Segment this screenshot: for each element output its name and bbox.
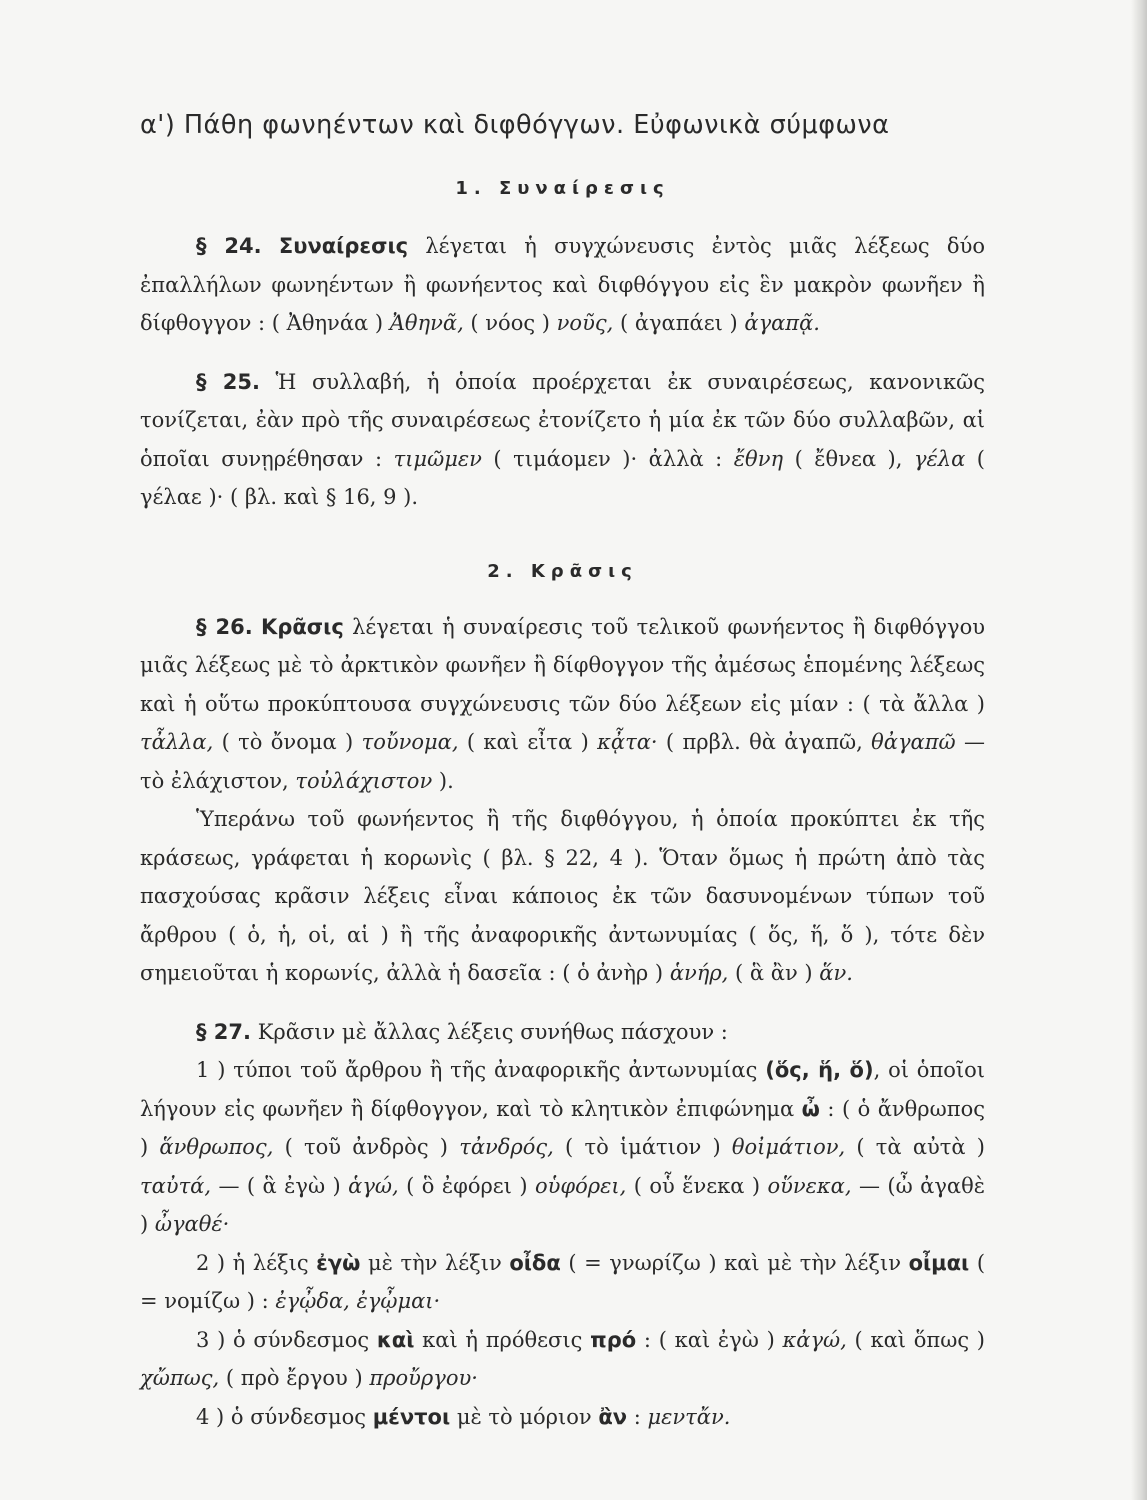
paragraph-text: 1 ) τύποι τοῦ ἄρθρου ἢ τῆς ἀναφορικῆς ἀντωνυμίας (196, 1058, 766, 1082)
paragraph-number: § 26. (196, 614, 253, 639)
example-word: ἀγαπᾷ. (744, 311, 820, 335)
page-content (140, 110, 985, 1436)
paragraph-text: ( πρὸ ἔργου ) (219, 1366, 370, 1390)
paragraph-text: , οἱ ὁποῖοι λήγουν εἰς φωνῆεν ἢ δίφθογγον, καὶ τὸ κλητικὸν ἐπιφώνημα (140, 1058, 986, 1121)
bold-term: (ὅς, ἥ, ὅ) (765, 1058, 874, 1082)
bold-term: ἐγὼ (316, 1250, 361, 1275)
example-word: νοῦς, (556, 311, 614, 335)
paragraph-27-item-4 (140, 1398, 985, 1437)
paragraph-text: 2 ) ἡ λέξις (196, 1250, 317, 1275)
paragraph-text: ). (432, 768, 454, 793)
paragraph-number: § 27. (196, 1019, 252, 1044)
term-krasis: Κρᾶσις (261, 614, 344, 639)
paragraph-27-item-3 (140, 1321, 985, 1398)
paragraph-text: ( = νομίζω ) : (140, 1250, 986, 1313)
example-word: ἁγώ, (348, 1173, 399, 1198)
bold-term: οἶμαι (908, 1250, 970, 1275)
paragraph-text: ( = γνωρίζω ) καὶ μὲ τὴν λέξιν (560, 1250, 909, 1275)
bold-term: μέντοι (372, 1404, 451, 1429)
example-word: ἁνήρ, (669, 961, 729, 985)
term-synairesis: Συναίρεσις (278, 234, 409, 258)
bold-term: ὦ (801, 1096, 820, 1121)
example-word: μεντἄν. (647, 1404, 731, 1429)
paragraph-text: καὶ ἡ πρόθεσις (414, 1327, 591, 1352)
example-word: οὑφόρει, (534, 1173, 627, 1198)
example-word: τἆλλα, (140, 730, 214, 754)
paragraph-text: μὲ τὴν λέξιν (360, 1250, 510, 1275)
paragraph-27-item-1 (140, 1051, 985, 1244)
paragraph-text: — (ὦ ἀγαθὲ ) (140, 1173, 985, 1236)
paragraph-text: Ἡ συλλαβή, ἡ ὁποία προέρχεται ἐκ συναιρέσεως, κανονικῶς τονίζεται, ἐὰν πρὸ τῆς συναιρέσεως ἐτονίζετο ἡ μία ἐκ τῶν δύο συλλαβῶν, αἱ ὁποῖαι συνῃρέθησαν : (140, 369, 985, 471)
bold-term: πρό (590, 1327, 637, 1352)
paragraph-25 (140, 363, 985, 517)
paragraph-text: ( οὗ ἕνεκα ) (626, 1173, 768, 1198)
example-word: κἀγώ, (782, 1327, 847, 1352)
paragraph-text: λέγεται ἡ συναίρεσις τοῦ τελικοῦ φωνήεντος ἢ διφθόγγου μιᾶς λέξεως μὲ τὸ ἀρκτικὸν φωνῆεν ἢ δίφθογγον τῆς ἀμέσως ἑπομένης λέξεως καὶ ἡ οὕτω προκύπτουσα συγχώνευσις τῶν δύο λέξεων εἰς μίαν : ( τὰ ἄλλα ) (140, 614, 985, 716)
paragraph-number: § 24. (196, 234, 262, 258)
paragraph-text: ( τὸ ἱμάτιον ) (553, 1135, 732, 1159)
paragraph-text: ( καὶ εἶτα ) (458, 730, 598, 754)
paragraph-text: ( ἃ ἂν ) (728, 961, 820, 985)
paragraph-text: : (627, 1404, 648, 1429)
paragraph-text: ( ἔθνεα ), (783, 446, 914, 471)
example-word: γέλα (913, 446, 966, 471)
paragraph-text: ( τὸ ὄνομα ) (213, 730, 362, 754)
example-word: ταὐτά, (140, 1173, 212, 1198)
paragraph-27-item-2 (140, 1244, 985, 1321)
paragraph-26-koronis (140, 800, 985, 993)
section-title: α') Πάθη φωνηέντων καὶ διφθόγγων. Εὐφωνικὰ σύμφωνα (140, 110, 890, 140)
example-word: χὤπως, (140, 1366, 220, 1390)
paragraph-text: ( νόος ) (463, 311, 557, 335)
subheading-synairesis: 1. Συναίρεσις (455, 178, 670, 199)
paragraph-text: : ( καὶ ἐγὼ ) (636, 1327, 783, 1352)
example-word: ἐγᾦδα, ἐγᾦμαι· (275, 1289, 441, 1313)
paragraph-text: 4 ) ὁ σύνδεσμος (196, 1404, 373, 1429)
paragraph-27 (140, 1013, 985, 1052)
paragraph-text: 3 ) ὁ σύνδεσμος (196, 1327, 377, 1352)
paragraph-text: ( τιμάομεν )· ἀλλὰ : (481, 446, 734, 471)
example-word: ἅνθρωπος, (159, 1135, 274, 1159)
example-word: θἀγαπῶ (871, 730, 956, 754)
example-word: Ἀθηνᾶ, (389, 311, 464, 335)
paragraph-text: — ( ἃ ἐγὼ ) (211, 1173, 349, 1198)
paragraph-text: ( πρβλ. θὰ ἀγαπῶ, (657, 730, 872, 754)
example-word: τοὐλάχιστον (295, 768, 433, 793)
paragraph-text: ( τοῦ ἀνδρὸς ) (273, 1135, 460, 1159)
example-word: ἅν. (819, 961, 853, 985)
example-word: τοὔνομα, (361, 730, 459, 754)
paragraph-number: § 25. (196, 369, 260, 394)
paragraph-text: — τὸ ἐλάχιστον, (140, 730, 985, 793)
example-word: κᾆτα· (597, 730, 658, 754)
example-word: προὔργου· (369, 1366, 478, 1390)
paragraph-text: Ὑπεράνω τοῦ φωνήεντος ἢ τῆς διφθόγγου, ἡ ὁποία προκύπτει ἐκ τῆς κράσεως, γράφεται ἡ κορωνὶς ( βλ. § 22, 4 ). Ὅταν ὅμως ἡ πρώτη ἀπὸ τὰς πασχούσας κρᾶσιν λέξεις εἶναι κάποιος ἐκ τῶν δασυνομένων τύπων τοῦ ἄρθρου ( ὁ, ἡ, οἱ, αἱ ) ἢ τῆς ἀναφορικῆς ἀντωνυμίας ( ὅς, ἥ, ὅ ), τότε δὲν σημειοῦται ἡ κορωνίς, ἀλλὰ ἡ δασεῖα : ( ὁ ἀνὴρ ) (140, 807, 985, 985)
paragraph-text: ( ἀγαπάει ) (613, 311, 745, 335)
bold-term: καὶ (376, 1327, 415, 1352)
paragraph-text: λέγεται ἡ συγχώνευσις ἐντὸς μιᾶς λέξεως δύο ἐπαλλήλων φωνηέντων ἢ φωνήεντος καὶ διφθόγγου εἰς ἓν μακρὸν φωνῆεν ἢ δίφθογγον : ( Ἀθηνάα ) (140, 234, 985, 335)
paragraph-text: ( ὃ ἐφόρει ) (398, 1173, 535, 1198)
subheading-krasis: 2. Κρᾶσις (487, 560, 638, 582)
bold-term: οἶδα (509, 1250, 561, 1275)
example-word: ἔθνη (733, 446, 784, 471)
paragraph-24 (140, 227, 985, 343)
paragraph-text: : ( ὁ ἄνθρωπος ) (140, 1096, 985, 1159)
paragraph-text: ( καὶ ὅπως ) (846, 1327, 985, 1352)
paragraph-26 (140, 608, 985, 801)
example-word: ὦγαθέ· (154, 1212, 230, 1236)
paragraph-text: ( γέλαε )· ( βλ. καὶ § 16, 9 ). (140, 446, 985, 509)
example-word: τἀνδρός, (459, 1135, 554, 1159)
example-word: θοἰμάτιον, (731, 1135, 846, 1159)
paragraph-text: μὲ τὸ μόριον (450, 1404, 599, 1429)
paragraph-text: ( τὰ αὐτὰ ) (845, 1135, 985, 1159)
paragraph-text: Κρᾶσιν μὲ ἄλλας λέξεις συνήθως πάσχουν : (251, 1019, 728, 1044)
bold-term: ἂν (598, 1404, 628, 1429)
example-word: οὕνεκα, (767, 1173, 852, 1198)
page-edge-shadow (1131, 0, 1147, 1500)
example-word: τιμῶμεν (393, 446, 482, 471)
